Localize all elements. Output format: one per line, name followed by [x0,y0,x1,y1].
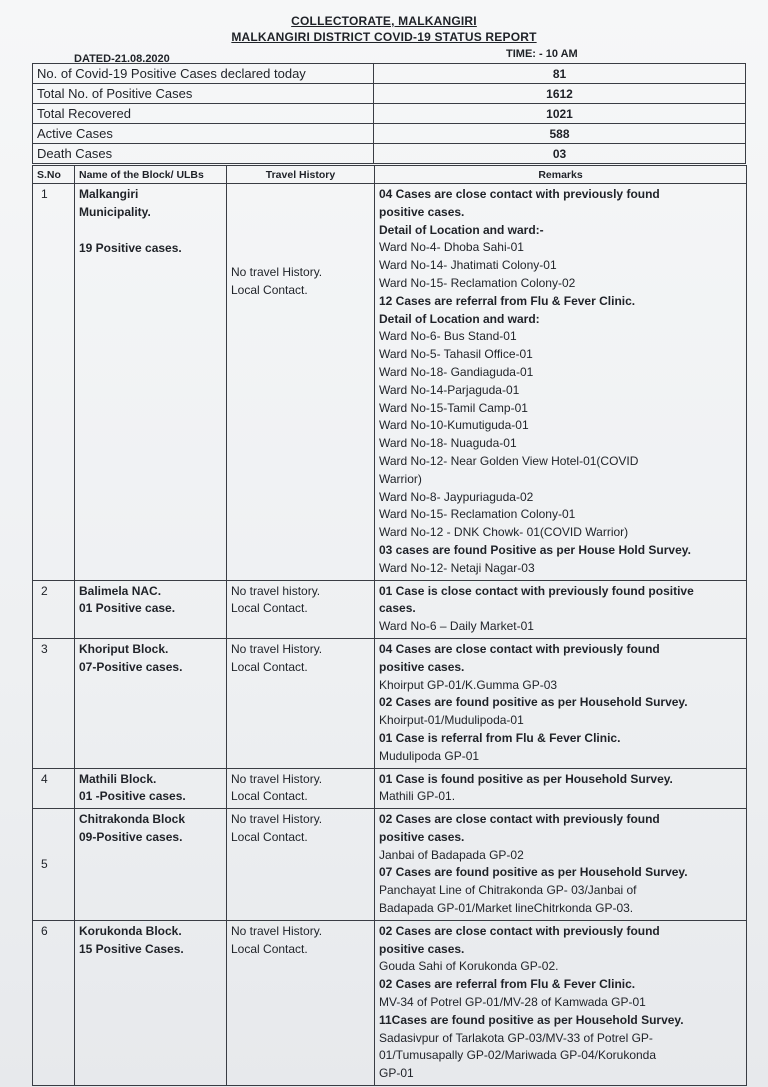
row-sno: 6 [33,920,75,1085]
remark-line: positive cases. [379,204,465,219]
travel-history-text: No travel History. [231,923,323,938]
block-name: Khoriput Block. [79,641,169,656]
remark-line: Ward No-14- Jhatimati Colony-01 [379,258,557,273]
col-header-travel: Travel History [227,166,375,184]
col-header-sno: S.No [33,166,75,184]
travel-history-text: Local Contact. [231,789,308,804]
row-travel-history [227,580,375,638]
remark-line: Ward No-15- Reclamation Colony-02 [379,275,576,290]
travel-history-text: No travel History. [231,641,323,656]
row-block [75,768,227,809]
travel-history-text: Local Contact. [231,941,308,956]
row-remarks [375,580,747,638]
remark-line: positive cases. [379,829,465,844]
col-header-block: Name of the Block/ ULBs [75,166,227,184]
table-row [33,638,747,768]
remark-line: Khoirput GP-01/K.Gumma GP-03 [379,677,558,692]
row-sno: 5 [33,809,75,921]
row-block [75,184,227,581]
remark-line: Ward No-15-Tamil Camp-01 [379,400,528,415]
positive-case-count: 01 -Positive cases. [79,789,186,804]
report-date: DATED-21.08.2020 [74,53,170,65]
summary-row [33,124,746,144]
row-block [75,809,227,921]
col-header-remarks: Remarks [375,166,747,184]
summary-row [33,104,746,124]
remark-line: Ward No-12- Near Golden View Hotel-01(COVID [379,453,639,468]
row-travel-history [227,184,375,581]
remark-line: Ward No-8- Jaypuriaguda-02 [379,489,534,504]
remark-line: Ward No-14-Parjaguda-01 [379,382,520,397]
positive-case-count: 07-Positive cases. [79,659,183,674]
summary-label: Death Cases [33,144,374,164]
remark-line: 01 Case is found positive as per Household Survey. [379,771,673,786]
summary-row [33,84,746,104]
spacer [79,222,222,240]
positive-case-count: 01 Positive case. [79,601,176,616]
summary-label: Active Cases [33,124,374,144]
remark-line: positive cases. [379,659,465,674]
remark-line: 02 Cases are referral from Flu & Fever Clinic. [379,977,636,992]
remark-line: Mudulipoda GP-01 [379,748,480,763]
remark-line: Janbai of Badapada GP-02 [379,847,524,862]
row-travel-history [227,920,375,1085]
remark-line: Ward No-15- Reclamation Colony-01 [379,507,576,522]
summary-value: 1612 [374,84,746,104]
positive-case-count: 15 Positive Cases. [79,941,184,956]
remark-line: Warrior) [379,471,422,486]
row-remarks [375,638,747,768]
remark-line: 11Cases are found positive as per Household Survey. [379,1012,684,1027]
remark-line: Ward No-4- Dhoba Sahi-01 [379,240,524,255]
remark-line: Sadasivpur of Tarlakota GP-03/MV-33 of Potrel GP- [379,1030,653,1045]
document-title: COLLECTORATE, MALKANGIRI [291,14,477,28]
remark-line: Ward No-6- Bus Stand-01 [379,329,517,344]
row-remarks [375,809,747,921]
table-row [33,768,747,809]
remark-line: 03 cases are found Positive as per House Hold Survey. [379,542,691,557]
travel-history-text: No travel History. [231,771,323,786]
row-sno: 2 [33,580,75,638]
document-subtitle: MALKANGIRI DISTRICT COVID-19 STATUS REPORT [231,30,537,44]
summary-value: 1021 [374,104,746,124]
positive-case-count: 19 Positive cases. [79,240,182,255]
summary-table [32,63,746,164]
row-block [75,920,227,1085]
report-time: TIME: - 10 AM [506,48,578,60]
remark-line: Khoirput-01/Mudulipoda-01 [379,713,524,728]
row-sno: 1 [33,184,75,581]
remark-line: 04 Cases are close contact with previously found [379,641,660,656]
row-sno: 4 [33,768,75,809]
travel-history-text: No travel history. [231,583,321,598]
remark-line: Ward No-18- Nuaguda-01 [379,436,517,451]
row-block [75,638,227,768]
block-status-table [32,165,747,1086]
block-name: Malkangiri [79,187,139,201]
row-travel-history [227,638,375,768]
remark-line: Panchayat Line of Chitrakonda GP- 03/Janbai of [379,883,637,898]
remark-line: Badapada GP-01/Market lineChitrkonda GP-03. [379,901,634,916]
table-row [33,184,747,581]
summary-value: 81 [374,64,746,84]
summary-value: 03 [374,144,746,164]
row-travel-history [227,809,375,921]
remark-line: cases. [379,601,416,616]
summary-row [33,144,746,164]
table-header-row [33,166,747,184]
remark-line: 02 Cases are found positive as per Household Survey. [379,695,688,710]
remark-line: Ward No-18- Gandiaguda-01 [379,364,534,379]
row-block [75,580,227,638]
block-name: Chitrakonda Block [79,812,186,827]
remark-line: 01 Case is close contact with previously found positive [379,583,694,598]
summary-value: 588 [374,124,746,144]
travel-history-text: Local Contact. [231,282,308,297]
row-remarks [375,184,747,581]
remark-line: Ward No-12- Netaji Nagar-03 [379,560,535,575]
table-row [33,580,747,638]
remark-line: 12 Cases are referral from Flu & Fever Clinic. [379,293,636,308]
remark-line: 04 Cases are close contact with previously found [379,187,660,201]
table-row [33,920,747,1085]
block-name: Municipality. [79,204,151,219]
block-name: Korukonda Block. [79,923,182,938]
travel-history-text: No travel History. [231,812,323,827]
remark-line: 01 Case is referral from Flu & Fever Clinic. [379,730,621,745]
remark-line: GP-01 [379,1066,414,1081]
remark-line: 02 Cases are close contact with previously found [379,812,660,827]
remark-line: Ward No-12 - DNK Chowk- 01(COVID Warrior) [379,525,629,540]
table-row [33,809,747,921]
summary-label: Total Recovered [33,104,374,124]
remark-line: 07 Cases are found positive as per Household Survey. [379,865,688,880]
block-name: Mathili Block. [79,771,157,786]
travel-history-text: No travel History. [231,265,323,279]
remark-line: Mathili GP-01. [379,789,456,804]
block-name: Balimela NAC. [79,583,162,598]
positive-case-count: 09-Positive cases. [79,829,183,844]
remark-line: Ward No-6 – Daily Market-01 [379,619,534,634]
row-travel-history [227,768,375,809]
travel-history-text: Local Contact. [231,659,308,674]
remark-line: positive cases. [379,941,465,956]
remark-line: Gouda Sahi of Korukonda GP-02. [379,959,559,974]
row-sno: 3 [33,638,75,768]
remark-line: Detail of Location and ward:- [379,222,544,237]
summary-row [33,64,746,84]
remark-line: Ward No-10-Kumutiguda-01 [379,418,529,433]
remark-line: 01/Tumusapally GP-02/Mariwada GP-04/Korukonda [379,1048,657,1063]
travel-history-text: Local Contact. [231,829,308,844]
row-remarks [375,920,747,1085]
summary-label: Total No. of Positive Cases [33,84,374,104]
row-remarks [375,768,747,809]
summary-label: No. of Covid-19 Positive Cases declared today [33,64,374,84]
remark-line: Detail of Location and ward: [379,311,540,326]
remark-line: MV-34 of Potrel GP-01/MV-28 of Kamwada GP-01 [379,995,646,1010]
remark-line: 02 Cases are close contact with previously found [379,923,660,938]
remark-line: Ward No-5- Tahasil Office-01 [379,347,533,362]
travel-history-text: Local Contact. [231,601,308,616]
